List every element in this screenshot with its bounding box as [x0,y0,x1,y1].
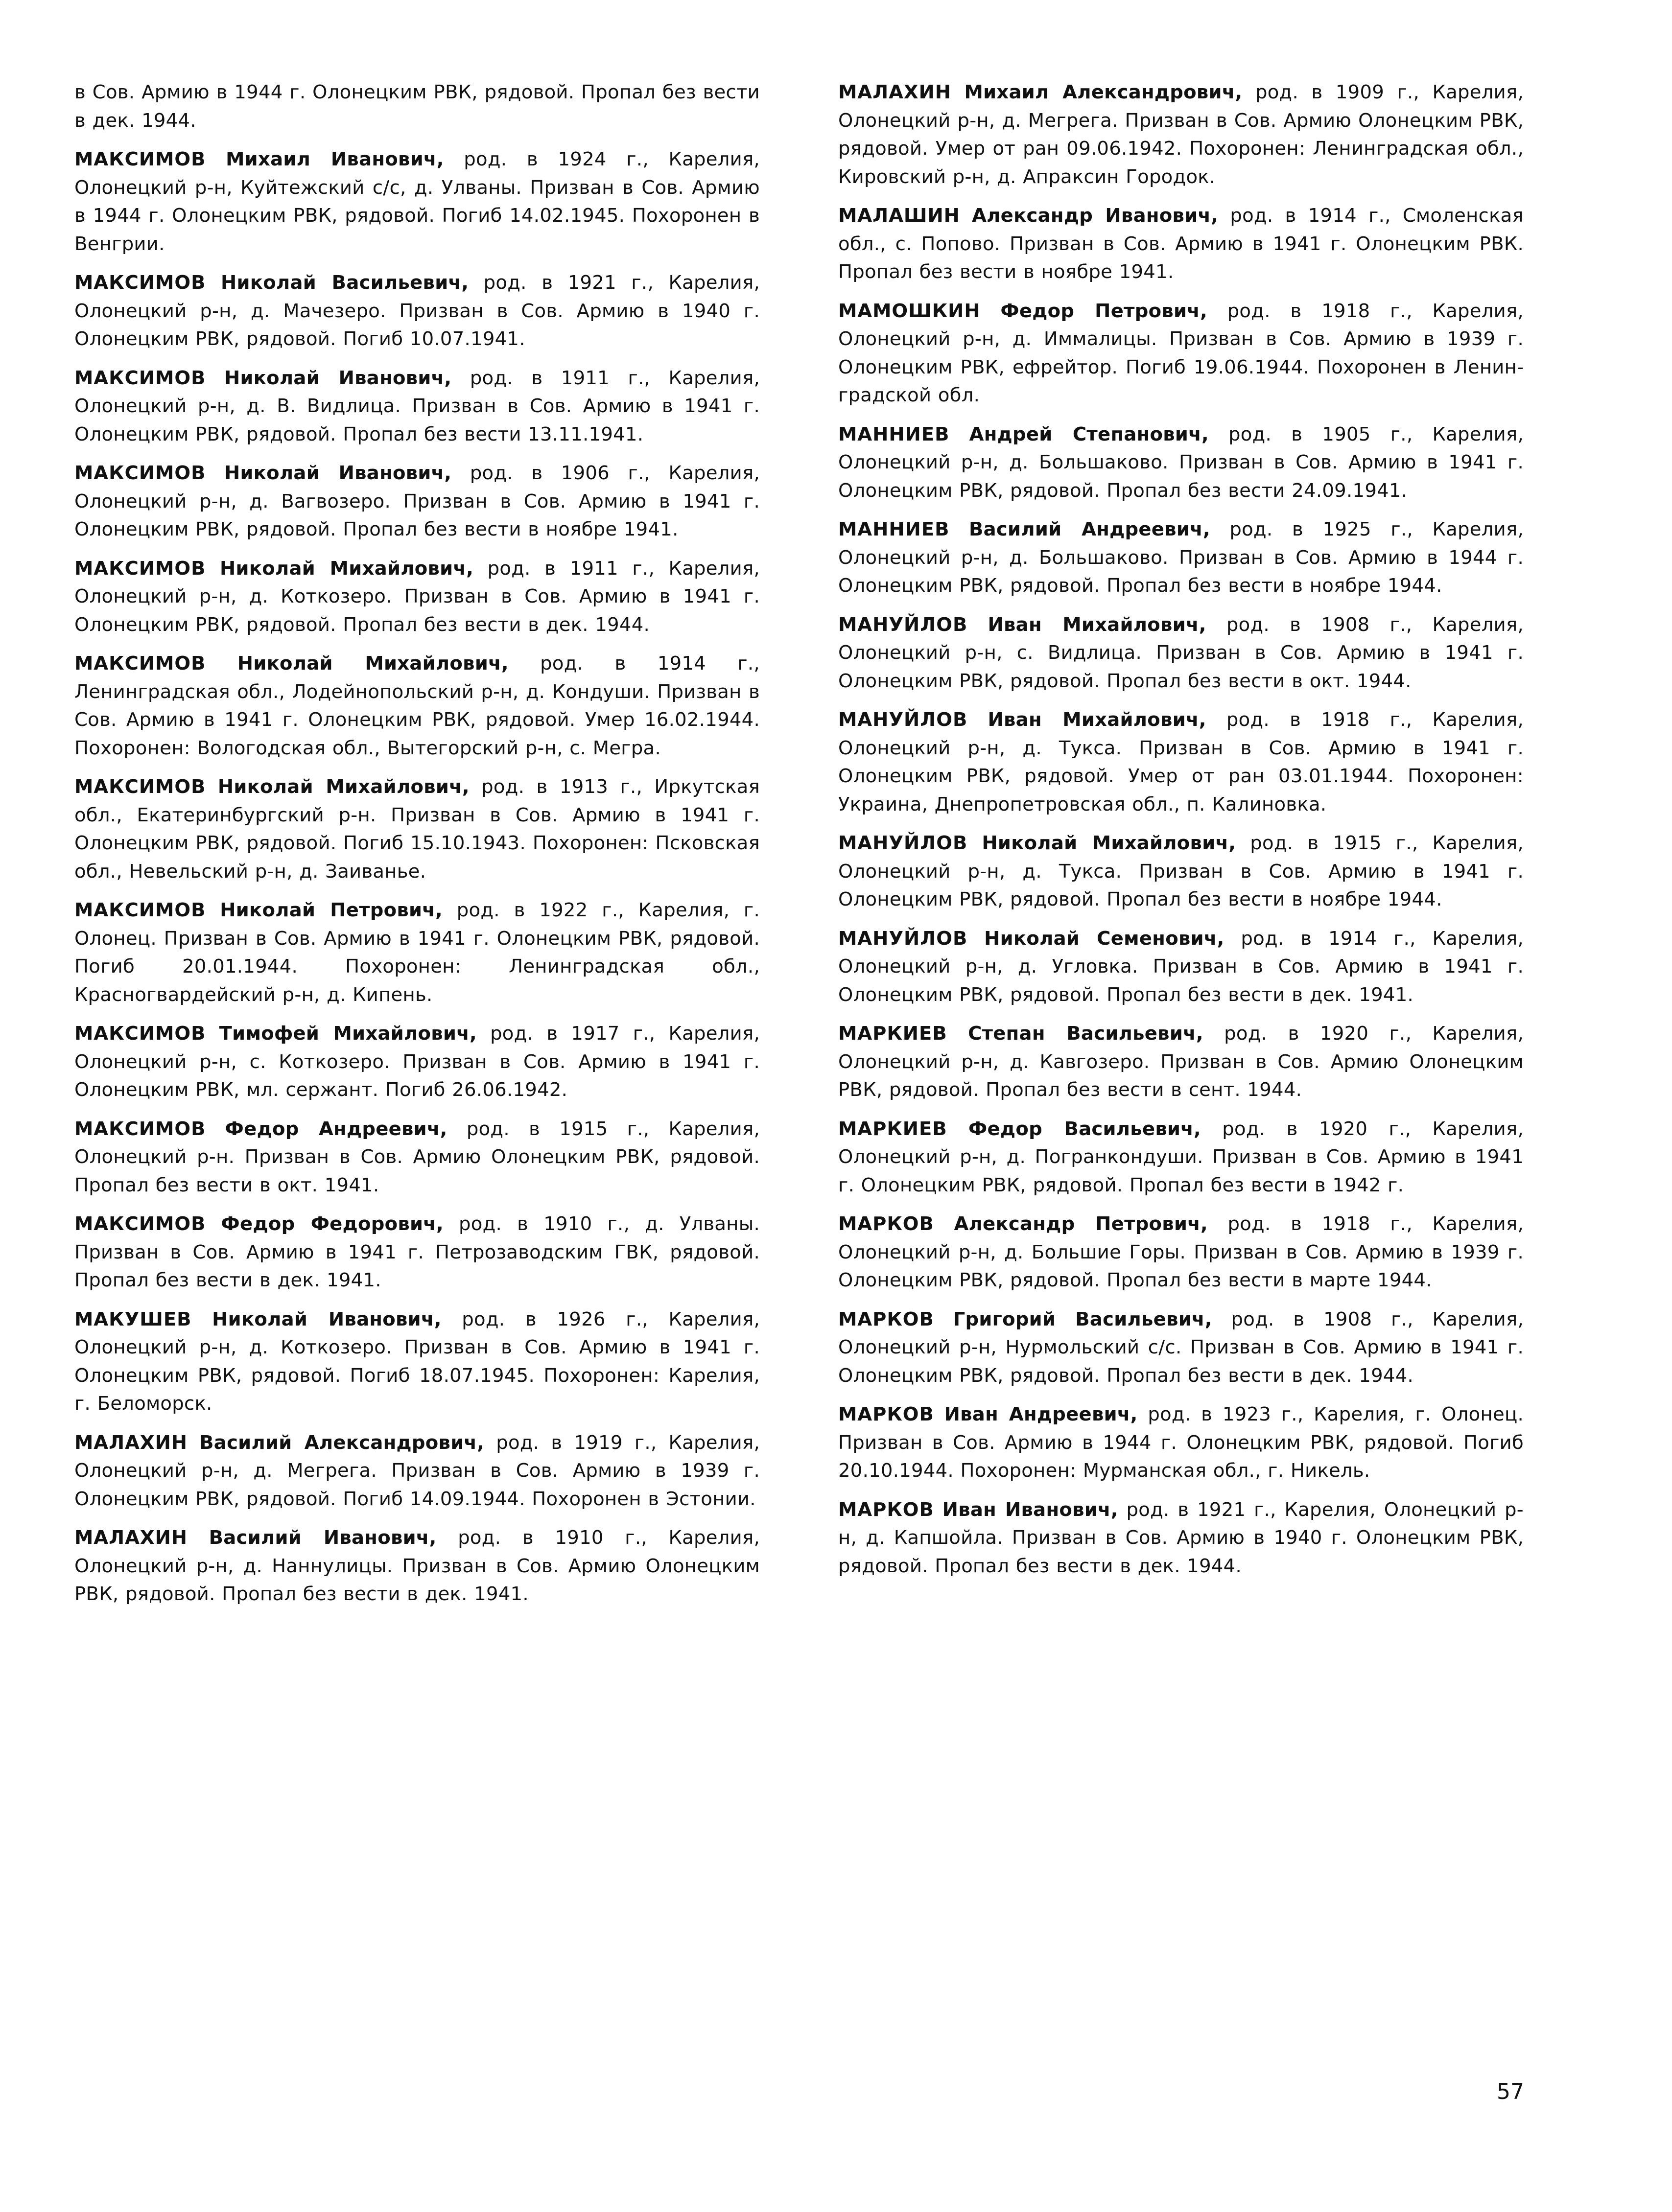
entry-text: род. в 1918 г., Карелия, Олонецкий р-н, д. Большие Горы. Призван в Сов. Армию в 1939 г. Олонецким РВК, рядовой. Пропал без вести в марте 1944. [838,1213,1524,1291]
entry-given-name: Василий Александрович, [199,1431,485,1454]
entry [838,611,1524,696]
entry-surname: МАЛАХИН [74,1431,188,1454]
entry-surname: МАРКИЕВ [838,1023,947,1045]
entry-given-name: Федор Петрович, [1000,300,1207,322]
entry [838,1305,1524,1390]
entry [74,1020,760,1104]
entry-surname: МАНУЙЛОВ [838,927,968,950]
entry-text: род. в 1910 г., Карелия, Олонецкий р-н, д. Наннулицы. Призван в Сов. Армию Олонецким РВК, рядовой. Пропал без вести в дек. 1941. [74,1527,760,1605]
entry-given-name: Николай Михайлович, [219,557,474,580]
entry-given-name: Иван Иванович, [942,1498,1118,1521]
entry [74,1115,760,1200]
entry-text: род. в 1918 г., Карелия, Олонецкий р-н, д. Иммалицы. Призван в Сов. Армию в 1939 г. Олонецким РВК, ефрейтор. Погиб 19.06.1944. Похоронен в Ленинградской обл. [838,300,1524,406]
entry-given-name: Александр Петрович, [954,1213,1208,1235]
entry-given-name: Михаил Александрович, [964,81,1243,103]
entry-surname: МАРКОВ [838,1498,934,1521]
entry-given-name: Николай Михайлович, [982,832,1236,854]
entry-surname: МАННИЕВ [838,518,950,540]
entry-surname: МАМОШКИН [838,300,981,322]
entry [74,1305,760,1418]
entry-given-name: Андрей Степанович, [969,423,1209,445]
entry-given-name: Николай Иванович, [224,367,452,389]
entry [838,706,1524,818]
entry-surname: МАРКОВ [838,1403,934,1425]
entry-surname: МАКУШЕВ [74,1308,192,1330]
entry-text: род. в 1924 г., Карелия, Олонецкий р-н, Куйтежский с/с, д. Улваны. Призван в Сов. Армию в 1944 г. Олонецким РВК, рядовой. Погиб 14.02.1945. Похоронен в Венгрии. [74,148,760,255]
entry [74,364,760,449]
entry-text: в Сов. Армию в 1944 г. Олонецким РВК, рядовой. Пропал без вести в дек. 1944. [74,81,760,132]
entry-text: род. в 1917 г., Карелия, Олонецкий р-н, с. Коткозеро. Призван в Сов. Армию в 1941 г. Олонецким РВК, мл. сержант. Погиб 26.06.1942. [74,1023,760,1101]
entry-given-name: Александр Иванович, [972,205,1219,227]
entry-text: род. в 1914 г., Ленинградская обл., Лодейнопольский р-н, д. Кондуши. Призван в Сов. Армию в 1941 г. Олонецким РВК, рядовой. Умер 16.02.1944. Похоронен: Вологодская обл., Вытегорский р-н, с. Мегра. [74,652,760,759]
entry-given-name: Николай Михайлович, [237,652,509,675]
entry-text: род. в 1910 г., д. Улваны. Призван в Сов. Армию в 1941 г. Петрозаводским ГВК, рядовой. Пропал без вести в дек. 1941. [74,1213,760,1291]
entry-surname: МАКСИМОВ [74,1023,206,1045]
entry-surname: МАРКОВ [838,1213,934,1235]
entry [74,1429,760,1513]
entry [838,1496,1524,1581]
entry-text: род. в 1915 г., Карелия, Олонецкий р-н. Призван в Сов. Армию Олонецким РВК, рядовой. Пропал без вести в окт. 1941. [74,1118,760,1196]
entry-text: род. в 1922 г., Карелия, г. Олонец. Призван в Сов. Армию в 1941 г. Олонецким РВК, рядовой. Погиб 20.01.1944. Похоронен: Ленинградская обл., Красногвардейский р-н, д. Кипень. [74,899,760,1006]
entry-surname: МАЛАХИН [838,81,952,103]
entry-text: род. в 1906 г., Карелия, Олонецкий р-н, д. Вагвозеро. Призван в Сов. Армию в 1941 г. Олонецким РВК, рядовой. Пропал без вести в ноябре 1941. [74,462,760,540]
entry-surname: МАКСИМОВ [74,652,206,675]
entry-surname: МАКСИМОВ [74,557,206,580]
entry-surname: МАКСИМОВ [74,148,206,170]
entry-text: род. в 1926 г., Карелия, Олонецкий р-н, д. Коткозеро. Призван в Сов. Армию в 1941 г. Олонецким РВК, рядовой. Погиб 18.07.1945. Похоронен: Карелия, г. Беломорск. [74,1308,760,1415]
entry [74,269,760,353]
entry-given-name: Федор Федорович, [221,1213,444,1235]
entry-given-name: Михаил Иванович, [226,148,444,170]
entry [74,1524,760,1608]
entry-surname: МАРКИЕВ [838,1118,947,1140]
entry [838,1210,1524,1295]
entry [74,459,760,544]
entry [838,515,1524,600]
entry-text: род. в 1911 г., Карелия, Олонецкий р-н, д. В. Видлица. Призван в Сов. Армию в 1941 г. Олонецким РВК, рядовой. Пропал без вести 13.11.1941. [74,367,760,445]
entry-surname: МАЛАШИН [838,205,960,227]
entry-surname: МАКСИМОВ [74,776,206,798]
entry-text: род. в 1908 г., Карелия, Олонецкий р-н, Нурмольский с/с. Призван в Сов. Армию в 1941 г. Олонецким РВК, рядовой. Пропал без вести в дек. 1944. [838,1308,1524,1387]
entry-given-name: Николай Семенович, [984,927,1225,950]
entry [838,1115,1524,1200]
entry [838,420,1524,505]
entry-text: род. в 1920 г., Карелия, Олонецкий р-н, д. Кавгозеро. Призван в Сов. Армию Олонецким РВК, рядовой. Пропал без вести в сент. 1944. [838,1023,1524,1101]
entry-surname: МАКСИМОВ [74,462,206,484]
entry-text: род. в 1919 г., Карелия, Олонецкий р-н, д. Мегрега. Призван в Сов. Армию в 1939 г. Олонецким РВК, рядовой. Погиб 14.09.1944. Похоронен в Эстонии. [74,1431,760,1510]
entry-given-name: Василий Андреевич, [969,518,1210,540]
entry-text: род. в 1914 г., Карелия, Олонецкий р-н, д. Угловка. Призван в Сов. Армию в 1941 г. Олонецким РВК, рядовой. Пропал без вести в дек. 1941. [838,927,1524,1006]
entry-given-name: Николай Иванович, [224,462,452,484]
entry [838,202,1524,286]
entry-surname: МАННИЕВ [838,423,950,445]
entry [74,896,760,1009]
left-column [74,78,760,1619]
entry-surname: МАНУЙЛОВ [838,832,968,854]
entry-text: род. в 1925 г., Карелия, Олонецкий р-н, д. Большаково. Призван в Сов. Армию в 1944 г. Олонецким РВК, рядовой. Пропал без вести в ноябре 1944. [838,518,1524,597]
entry [838,1400,1524,1485]
entry [74,145,760,258]
entry-text: род. в 1911 г., Карелия, Олонецкий р-н, д. Коткозеро. Призван в Сов. Армию в 1941 г. Олонецким РВК, рядовой. Пропал без вести в дек. 1944. [74,557,760,636]
entry [838,78,1524,191]
entry-surname: МАНУЙЛОВ [838,709,968,731]
entry-given-name: Тимофей Михайлович, [219,1023,477,1045]
entry-given-name: Иван Андреевич, [944,1403,1138,1425]
entry-text: род. в 1913 г., Иркутская обл., Екатеринбургский р-н. Призван в Сов. Армию в 1941 г. Олонецким РВК, рядовой. Погиб 15.10.1943. Похоронен: Псковская обл., Невельский р-н, д. Заиванье. [74,776,760,883]
entry-text: род. в 1918 г., Карелия, Олонецкий р-н, д. Тукса. Призван в Сов. Армию в 1941 г. Олонецким РВК, рядовой. Умер от ран 03.01.1944. Похоронен: Украина, Днепропетровская обл., п. Калиновка. [838,709,1524,815]
entry-text: род. в 1908 г., Карелия, Олонецкий р-н, с. Видлица. Призван в Сов. Армию в 1941 г. Олонецким РВК, рядовой. Пропал без вести в окт. 1944. [838,613,1524,692]
entry-text: род. в 1921 г., Карелия, Олонецкий р-н, д. Мачезеро. Призван в Сов. Армию в 1940 г. Олонецким РВК, рядовой. Погиб 10.07.1941. [74,272,760,350]
entry-given-name: Иван Михайлович, [988,613,1206,636]
entry-surname: МАКСИМОВ [74,899,206,921]
entry-surname: МАКСИМОВ [74,1118,206,1140]
entry-surname: МАКСИМОВ [74,272,206,294]
entry [838,829,1524,914]
entry-given-name: Николай Васильевич, [220,272,469,294]
entry-continuation [74,78,760,135]
entry [74,650,760,762]
entry-text: род. в 1920 г., Карелия, Олонецкий р-н, д. Погранкондуши. Призван в Сов. Армию в 1941 г. Олонецким РВК, рядовой. Пропал без вести в 1942 г. [838,1118,1524,1196]
entry-given-name: Василий Иванович, [209,1527,437,1549]
entry-text: род. в 1923 г., Карелия, г. Олонец. Призван в Сов. Армию в 1944 г. Олонецким РВК, рядовой. Погиб 20.10.1944. Похоронен: Мурманская обл., г. Никель. [838,1403,1524,1482]
entry-given-name: Иван Михайлович, [988,709,1206,731]
entry-text: род. в 1921 г., Карелия, Олонецкий р-н, д. Капшойла. Призван в Сов. Армию в 1940 г. Олонецким РВК, рядовой. Пропал без вести в дек. 1944. [838,1498,1524,1577]
entry-given-name: Николай Михайлович, [217,776,470,798]
entry-surname: МАРКОВ [838,1308,934,1330]
entry-given-name: Федор Васильевич, [968,1118,1201,1140]
entry-text: род. в 1914 г., Смоленская обл., с. Попово. Призван в Сов. Армию в 1941 г. Олонецким РВК. Пропал без вести в ноябре 1941. [838,205,1524,283]
entry-surname: МАКСИМОВ [74,367,206,389]
entry [74,773,760,885]
entry-text: род. в 1905 г., Карелия, Олонецкий р-н, д. Большаково. Призван в Сов. Армию в 1941 г. Олонецким РВК, рядовой. Пропал без вести 24.09.1941. [838,423,1524,502]
entry-surname: МАКСИМОВ [74,1213,206,1235]
entry [838,297,1524,410]
entry [838,1020,1524,1104]
entry [74,1210,760,1295]
entry-given-name: Степан Васильевич, [968,1023,1203,1045]
entry-surname: МАНУЙЛОВ [838,613,968,636]
entry [74,555,760,639]
page-number: 57 [1497,2079,1524,2104]
entry-surname: МАЛАХИН [74,1527,188,1549]
entry [838,925,1524,1009]
entry-given-name: Федор Андреевич, [225,1118,447,1140]
entry-given-name: Григорий Васильевич, [953,1308,1212,1330]
right-column [838,78,1524,1591]
entry-given-name: Николай Иванович, [212,1308,442,1330]
entry-given-name: Николай Петрович, [220,899,443,921]
entry-text: род. в 1915 г., Карелия, Олонецкий р-н, д. Тукса. Призван в Сов. Армию в 1941 г. Олонецким РВК, рядовой. Пропал без вести в ноябре 1944. [838,832,1524,910]
entry-text: род. в 1909 г., Карелия, Олонецкий р-н, д. Мегрега. Призван в Сов. Армию Олонецким РВК, рядовой. Умер от ран 09.06.1942. Похоронен: Ленинградская обл., Кировский р-н, д. Апраксин Городок. [838,81,1524,188]
